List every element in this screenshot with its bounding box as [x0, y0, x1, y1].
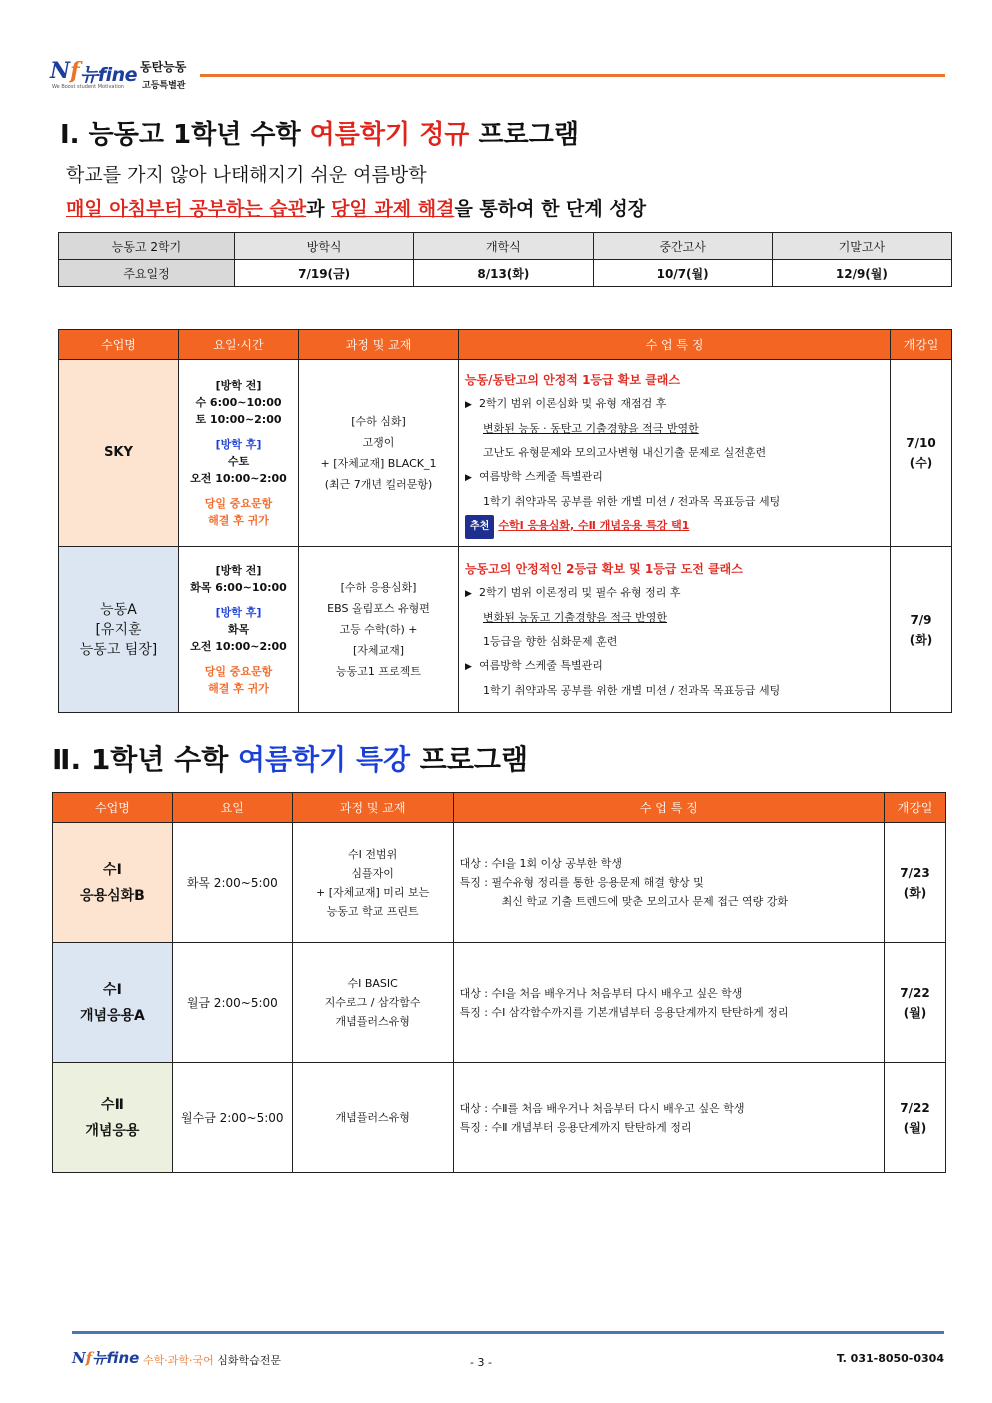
brand-subname: 고등특별관 — [142, 81, 186, 91]
class-features: 대상 : 수Ⅰ을 처음 배우거나 처음부터 다시 배우고 싶은 학생 특징 : 수Ⅰ 삼각함수까지를 기본개념부터 응용단계까지 탄탄하게 정리 — [453, 943, 884, 1063]
logo-mark: Nf — [50, 58, 80, 84]
start-date: 7/22 (월) — [885, 943, 946, 1063]
class-features: 능동/동탄고의 안정적 1등급 확보 클래스 ▶ 2학기 범위 이론심화 및 유형 재점검 후 변화된 능동 · 동탄고 기출경향을 적극 반영한 고난도 유형문제와 모의고사변형 내신기출 문제로 실전훈련 ▶ 여름방학 스케줄 특별관리 1학기 취약과목 공부를 위한 개별 미션 / 전과목 목표등급 세팅 추천 수학Ⅰ 응용심화, 수Ⅱ 개념응용 특강 택1 — [459, 360, 891, 547]
schedule-header: 개학식 — [414, 233, 593, 260]
footer-subtitle: 수학·과학·국어 심화학습전문 — [143, 1354, 282, 1367]
column-header: 수업명 — [59, 330, 179, 360]
column-header: 개강일 — [891, 330, 952, 360]
column-header: 수업명 — [53, 793, 173, 823]
brand-name: 동탄능동 — [140, 60, 187, 74]
table-row — [53, 943, 946, 1063]
table-row — [53, 823, 946, 943]
schedule-date: 12/9(월) — [772, 260, 951, 287]
start-date: 7/10 (수) — [891, 360, 952, 547]
page-header — [50, 56, 945, 96]
class-time: 월금 2:00~5:00 — [172, 943, 292, 1063]
class-features: 능동고의 안정적인 2등급 확보 및 1등급 도전 클래스 ▶ 2학기 범위 이론정리 및 필수 유형 정리 후 변화된 능동고 기출경향을 적극 반영한 1등급을 향한 심화문제 훈련 ▶ 여름방학 스케줄 특별관리 1학기 취약과목 공부를 위한 개별 미션 / 전과목 목표등급 세팅 — [459, 547, 891, 713]
section2-title: Ⅱ. 1학년 수학 여름학기 특강 프로그램 — [52, 743, 528, 776]
start-date: 7/9 (화) — [891, 547, 952, 713]
schedule-date: 7/19(금) — [235, 260, 414, 287]
class-course: 수Ⅰ BASIC 지수로그 / 삼각함수 개념플러스유형 — [292, 943, 453, 1063]
column-header: 개강일 — [885, 793, 946, 823]
table-row — [59, 547, 952, 713]
schedule-header: 중간고사 — [593, 233, 772, 260]
column-header: 수 업 특 징 — [459, 330, 891, 360]
start-date: 7/22 (월) — [885, 1063, 946, 1173]
special-program-table — [52, 792, 946, 1173]
column-header: 수 업 특 징 — [453, 793, 884, 823]
class-time: 월수금 2:00~5:00 — [172, 1063, 292, 1173]
column-header: 과정 및 교재 — [292, 793, 453, 823]
header-divider — [200, 74, 945, 77]
class-course: 수Ⅰ 전범위 심플자이 + [자체교재] 미리 보는 능동고 학교 프린트 — [292, 823, 453, 943]
class-time: [방학 전] 화목 6:00~10:00 [방학 후] 화목 오전 10:00~2:00 당일 중요문항 해결 후 귀가 — [179, 547, 299, 713]
schedule-header: 기말고사 — [772, 233, 951, 260]
logo-wordmark: 뉴fine — [80, 64, 138, 86]
table-row — [59, 360, 952, 547]
class-name: 수Ⅰ 응용심화B — [53, 823, 173, 943]
class-course: [수하 심화] 고쟁이 + [자체교재] BLACK_1 (최근 7개년 킬러문항) — [299, 360, 459, 547]
section1-title: Ⅰ. 능동고 1학년 수학 여름학기 정규 프로그램 — [60, 120, 579, 150]
class-course: [수하 응용심화] EBS 올림포스 유형편 고등 수학(하) + [자체교재] 능동고1 프로젝트 — [299, 547, 459, 713]
class-time: [방학 전] 수 6:00~10:00 토 10:00~2:00 [방학 후] 수토 오전 10:00~2:00 당일 중요문항 해결 후 귀가 — [179, 360, 299, 547]
schedule-date: 8/13(화) — [414, 260, 593, 287]
class-name: SKY — [59, 360, 179, 547]
schedule-label: 주요일정 — [59, 260, 235, 287]
table-row — [53, 1063, 946, 1173]
class-name: 수Ⅱ 개념응용 — [53, 1063, 173, 1173]
class-course: 개념플러스유형 — [292, 1063, 453, 1173]
start-date: 7/23 (화) — [885, 823, 946, 943]
class-name: 능동A [유지훈 능동고 팀장] — [59, 547, 179, 713]
column-header: 요일 — [172, 793, 292, 823]
class-time: 화목 2:00~5:00 — [172, 823, 292, 943]
schedule-label: 능동고 2학기 — [59, 233, 235, 260]
schedule-table — [58, 232, 952, 287]
section1-subtitle: 학교를 가지 않아 나태해지기 쉬운 여름방학 — [66, 164, 427, 186]
recommend-badge: 추천 — [465, 515, 494, 539]
class-features: 대상 : 수Ⅱ를 처음 배우거나 처음부터 다시 배우고 싶은 학생 특징 : 수Ⅱ 개념부터 응용단계까지 탄탄하게 정리 — [453, 1063, 884, 1173]
schedule-date: 10/7(월) — [593, 260, 772, 287]
schedule-header: 방학식 — [235, 233, 414, 260]
class-name: 수Ⅰ 개념응용A — [53, 943, 173, 1063]
class-features: 대상 : 수Ⅰ을 1회 이상 공부한 학생 특징 : 필수유형 정리를 통한 응용문제 해결 향상 및 최신 학교 기출 트렌드에 맞춘 모의고사 문제 접근 역량 강화 — [453, 823, 884, 943]
logo-tagline: We Boost student Motivation — [52, 84, 125, 90]
footer-phone: T. 031-8050-0304 — [836, 1352, 944, 1365]
footer-divider — [72, 1331, 944, 1334]
page-number: - 3 - — [470, 1356, 492, 1369]
section1-tagline: 매일 아침부터 공부하는 습관과 당일 과제 해결을 통하여 한 단계 성장 — [66, 198, 647, 220]
column-header: 과정 및 교재 — [299, 330, 459, 360]
column-header: 요일·시간 — [179, 330, 299, 360]
footer-logo: Nf뉴fine — [72, 1349, 140, 1367]
regular-program-table — [58, 329, 952, 713]
